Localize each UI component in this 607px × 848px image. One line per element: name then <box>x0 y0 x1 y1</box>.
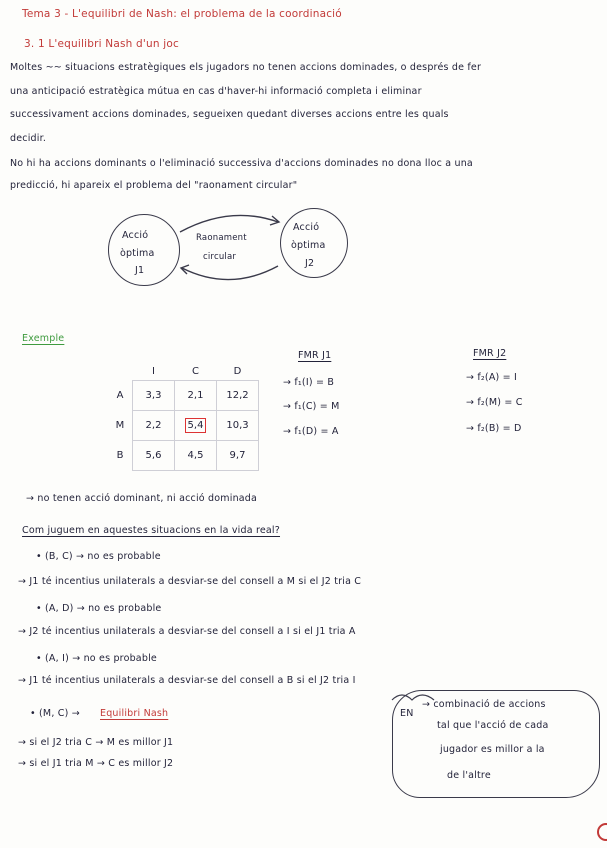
fmr2-line-2: → f₂(M) = C <box>466 397 523 408</box>
question-item-4: → J2 té incentius unilaterals a desviar-se del consell a I si el J1 tria A <box>18 626 356 637</box>
intro-line-5: No hi ha accions dominants o l'eliminació successiva d'accions dominades no dona lloc a una <box>10 158 473 169</box>
cell-M-C-equilibrium: 5,4 <box>185 418 207 433</box>
question-item-2: → J1 té incentius unilaterals a desviar-se del consell a M si el J2 tria C <box>18 576 362 587</box>
definition-line-1: → combinació de accions <box>422 699 546 710</box>
definition-tag: EN <box>400 708 414 719</box>
arrow-bottom <box>182 266 278 280</box>
row-header-M: M <box>115 420 125 431</box>
diagram-left-l1: Acció <box>122 230 149 241</box>
diagram-right-l1: Acció <box>293 222 320 233</box>
row-header-B: B <box>116 450 124 461</box>
question-item-1: • (B, C) → no es probable <box>36 551 161 562</box>
fmr1-line-1: → f₁(I) = B <box>283 377 335 388</box>
cell-B-D: 9,7 <box>217 441 259 471</box>
reason-line-1: → si el J2 tria C → M es millor J1 <box>18 737 174 748</box>
equilibrium-prefix: • (M, C) → <box>30 708 80 719</box>
arrow-top <box>180 215 278 232</box>
table-row <box>108 441 259 471</box>
intro-line-3: successivament accions dominades, segueixen quedant diverses accions entre les quals <box>10 109 449 120</box>
fmr1-line-3: → f₁(D) = A <box>283 426 339 437</box>
intro-line-1: Moltes ~~ situacions estratègiques els jugadors no tenen accions dominades, o després de fer <box>10 62 482 73</box>
equilibrium-label: Equilibri Nash <box>100 708 169 719</box>
fmr2-line-3: → f₂(B) = D <box>466 423 522 434</box>
example-note: → no tenen acció dominant, ni acció dominada <box>26 493 258 504</box>
definition-line-2: tal que l'acció de cada <box>437 720 549 731</box>
question-title: Com juguem en aquestes situacions en la vida real? <box>22 525 281 536</box>
definition-line-4: de l'altre <box>447 770 491 781</box>
col-header-I: I <box>152 365 155 377</box>
table-row <box>108 411 259 441</box>
cell-M-I: 2,2 <box>133 411 175 441</box>
reason-line-2: → si el J1 tria M → C es millor J2 <box>18 758 174 769</box>
cell-B-C: 4,5 <box>175 441 217 471</box>
question-item-6: → J1 té incentius unilaterals a desviar-se del consell a B si el J2 tria I <box>18 675 356 686</box>
example-label: Exemple <box>22 333 65 344</box>
fmr1-title: FMR J1 <box>298 350 332 361</box>
fmr2-title: FMR J2 <box>473 348 507 359</box>
cell-B-I: 5,6 <box>133 441 175 471</box>
cell-M-C-wrap <box>175 411 217 441</box>
diagram-left-l2: òptima <box>120 248 155 259</box>
question-item-5: • (A, I) → no es probable <box>36 653 157 664</box>
definition-line-3: jugador es millor a la <box>440 744 545 755</box>
page-title: Tema 3 - L'equilibri de Nash: el problema de la coordinació <box>22 8 342 20</box>
table-row <box>108 381 259 411</box>
payoff-matrix <box>108 362 259 471</box>
fmr1-line-2: → f₁(C) = M <box>283 401 340 412</box>
row-header-A: A <box>116 390 124 401</box>
col-header-C: C <box>192 365 199 377</box>
diagram-right-l2: òptima <box>291 240 326 251</box>
cell-A-D: 12,2 <box>217 381 259 411</box>
intro-line-4: decidir. <box>10 133 47 144</box>
fmr2-line-1: → f₂(A) = I <box>466 372 518 383</box>
intro-line-2: una anticipació estratègica mútua en cas d'haver-hi informació completa i eliminar <box>10 86 422 97</box>
matrix-corner <box>108 362 133 381</box>
diagram-middle-l1: Raonament <box>196 233 247 243</box>
section-title: 3. 1 L'equilibri Nash d'un joc <box>24 38 179 50</box>
diagram-middle-l2: circular <box>203 252 237 262</box>
diagram-left-l3: J1 <box>135 265 145 276</box>
cell-A-C: 2,1 <box>175 381 217 411</box>
cell-A-I: 3,3 <box>133 381 175 411</box>
cell-M-D: 10,3 <box>217 411 259 441</box>
col-header-D: D <box>233 365 242 377</box>
question-item-3: • (A, D) → no es probable <box>36 603 162 614</box>
intro-line-6: predicció, hi apareix el problema del "raonament circular" <box>10 180 298 191</box>
diagram-right-l3: J2 <box>305 258 315 269</box>
